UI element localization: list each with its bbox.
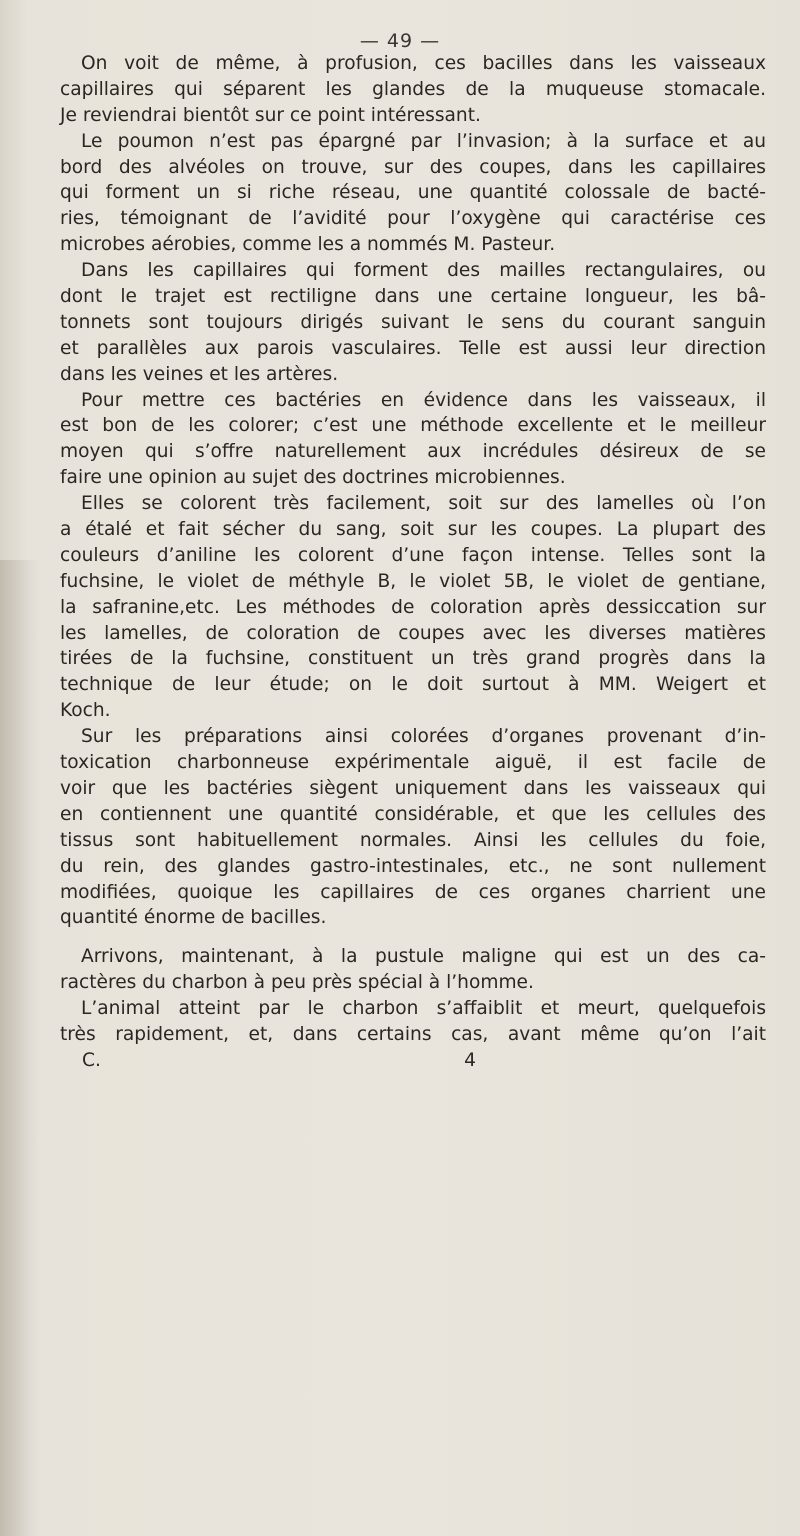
body-text — [60, 51, 766, 1074]
text-line: ries, témoignant de l’avidité pour l’oxygène qui caractérise ces — [60, 208, 766, 230]
text-line: capillaires qui séparent les glandes de la muqueuse stomacale. — [60, 78, 766, 100]
text-line: dans les veines et les artères. — [60, 363, 339, 385]
text-line: voir que les bactéries siègent uniquement dans les vaisseaux qui — [60, 777, 766, 799]
signature-number: 4 — [464, 1049, 476, 1071]
text-line: Dans les capillaires qui forment des mailles rectangulaires, ou — [81, 260, 766, 282]
binding-shadow — [0, 560, 40, 1536]
text-line: les lamelles, de coloration de coupes avec les diverses matières — [60, 622, 766, 644]
paragraph — [60, 724, 766, 931]
text-line: bord des alvéoles on trouve, sur des coupes, dans les capillaires — [60, 156, 766, 178]
text-line: quantité énorme de bacilles. — [60, 907, 327, 929]
text-line: en contiennent une quantité considérable, et que les cellules des — [60, 803, 766, 825]
text-line: On voit de même, à profusion, ces bacilles dans les vaisseaux — [81, 53, 766, 74]
text-line: technique de leur étude; on le doit surtout à MM. Weigert et — [60, 674, 766, 696]
signature-letter: C. — [82, 1049, 101, 1071]
text-line: L’animal atteint par le charbon s’affaiblit et meurt, quelquefois — [81, 998, 766, 1020]
text-line: du rein, des glandes gastro-intestinales, etc., ne sont nullement — [60, 855, 766, 877]
page-number: — 49 — — [359, 30, 441, 52]
text-line: la safranine,etc. Les méthodes de coloration après dessiccation sur — [60, 596, 766, 618]
text-line: microbes aérobies, comme les a nommés M. Pasteur. — [60, 234, 556, 256]
text-line: Le poumon n’est pas épargné par l’invasion; à la surface et au — [81, 130, 766, 152]
section-spacer — [60, 931, 766, 944]
text-line: dont le trajet est rectiligne dans une certaine longueur, les bâ- — [60, 286, 766, 308]
paragraph — [60, 388, 766, 492]
paragraph — [60, 51, 766, 129]
text-line: qui forment un si riche réseau, une quantité colossale de bacté- — [60, 182, 766, 204]
text-line: tissus sont habituellement normales. Ainsi les cellules du foie, — [60, 829, 766, 851]
text-line: Je reviendrai bientôt sur ce point intéressant. — [60, 104, 481, 126]
text-line: Pour mettre ces bactéries en évidence dans les vaisseaux, il — [81, 389, 766, 411]
paragraph — [60, 129, 766, 258]
paragraph — [60, 491, 766, 724]
paragraph — [60, 944, 766, 996]
text-line: Sur les préparations ainsi colorées d’organes provenant d’in- — [81, 726, 766, 748]
text-line: et parallèles aux parois vasculaires. Telle est aussi leur direction — [60, 337, 766, 359]
paragraph — [60, 996, 766, 1048]
printer-signature — [60, 1048, 496, 1074]
text-line: Arrivons, maintenant, à la pustule maligne qui est un des ca- — [81, 946, 766, 968]
text-line: tirées de la fuchsine, constituent un très grand progrès dans la — [60, 648, 766, 670]
text-line: très rapidement, et, dans certains cas, avant même qu’on l’ait — [60, 1023, 766, 1045]
text-line: Elles se colorent très facilement, soit sur des lamelles où l’on — [81, 493, 766, 515]
text-line: ractères du charbon à peu près spécial à l’homme. — [60, 972, 534, 994]
text-line: modifiées, quoique les capillaires de ces organes charrient une — [60, 881, 766, 903]
text-line: a étalé et fait sécher du sang, soit sur les coupes. La plupart des — [60, 519, 766, 541]
text-line: moyen qui s’offre naturellement aux incrédules désireux de se — [60, 441, 766, 463]
text-line: fuchsine, le violet de méthyle B, le violet 5B, le violet de gentiane, — [60, 570, 766, 592]
text-line: toxication charbonneuse expérimentale aiguë, il est facile de — [60, 752, 766, 774]
text-line: couleurs d’aniline les colorent d’une façon intense. Telles sont la — [60, 544, 766, 566]
paragraph — [60, 258, 766, 387]
text-line: faire une opinion au sujet des doctrines microbiennes. — [60, 467, 566, 489]
text-line: Koch. — [60, 700, 111, 722]
text-line: est bon de les colorer; c’est une méthode excellente et le meilleur — [60, 415, 766, 437]
text-line: tonnets sont toujours dirigés suivant le sens du courant sanguin — [60, 311, 766, 333]
